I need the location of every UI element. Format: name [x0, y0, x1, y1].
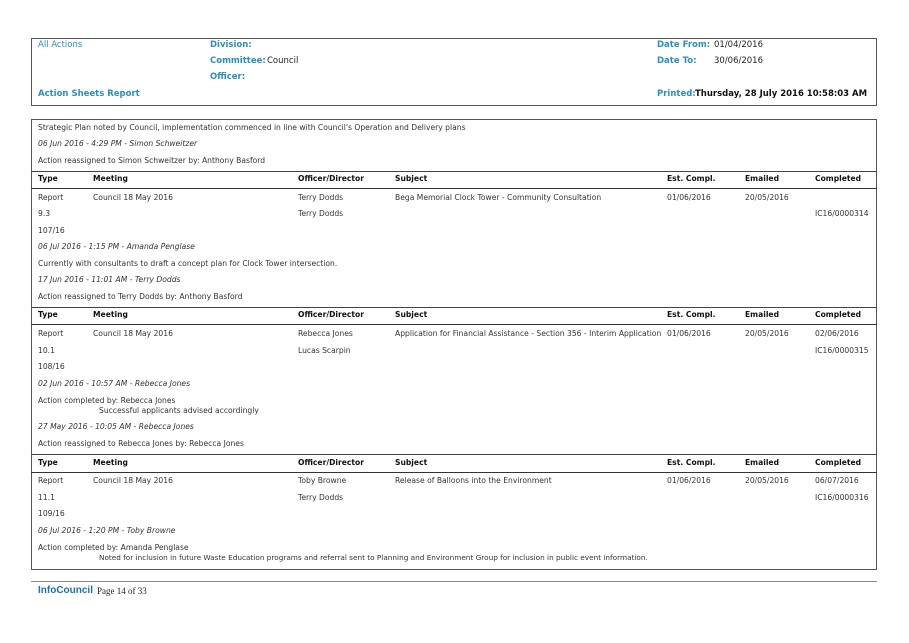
col-header-meeting: Meeting	[93, 458, 128, 467]
note-text: Action completed by: Rebecca Jones	[38, 396, 176, 405]
footer-divider	[31, 581, 877, 582]
item-est-compl: 01/06/2016	[667, 476, 711, 485]
col-header-emailed: Emailed	[745, 458, 780, 467]
col-header-meeting: Meeting	[93, 310, 128, 319]
item-reference: IC16/0000314	[815, 209, 869, 218]
printed-label: Printed:	[657, 89, 696, 99]
item-reference: IC16/0000316	[815, 493, 869, 502]
col-header-officer: Officer/Director	[298, 458, 364, 467]
division-label: Division:	[210, 40, 252, 50]
report-title: Action Sheets Report	[38, 89, 140, 99]
item-director: Lucas Scarpin	[298, 346, 351, 355]
note-timestamp: 06 Jun 2016 - 4:29 PM - Simon Schweitzer	[38, 139, 198, 148]
note-text: Action completed by: Amanda Penglase	[38, 543, 189, 552]
item-number: 9.3	[38, 209, 51, 218]
item-director: Terry Dodds	[298, 209, 344, 218]
col-header-est-compl: Est. Compl.	[667, 458, 716, 467]
item-meeting: Council 18 May 2016	[93, 476, 173, 485]
item-resolution-number: 109/16	[38, 509, 65, 518]
date-to-value: 30/06/2016	[714, 56, 763, 66]
item-subject: Bega Memorial Clock Tower - Community Consultation	[395, 193, 602, 202]
col-header-type: Type	[38, 458, 58, 467]
item-meeting: Council 18 May 2016	[93, 329, 173, 338]
item-subject: Application for Financial Assistance - Section 356 - Interim Application	[395, 329, 662, 338]
item-number: 10.1	[38, 346, 55, 355]
date-to-label: Date To:	[657, 56, 697, 66]
printed-value: Thursday, 28 July 2016 10:58:03 AM	[695, 89, 868, 99]
note-timestamp: 06 Jul 2016 - 1:20 PM - Toby Browne	[38, 526, 176, 535]
divider	[31, 472, 877, 473]
item-officer: Terry Dodds	[298, 193, 344, 202]
divider	[31, 171, 877, 172]
committee-label: Committee:	[210, 56, 266, 66]
item-type: Report	[38, 329, 64, 338]
col-header-subject: Subject	[395, 174, 428, 183]
item-completed: 06/07/2016	[815, 476, 859, 485]
actions-table-box	[31, 119, 877, 570]
col-header-subject: Subject	[395, 458, 428, 467]
item-emailed: 20/05/2016	[745, 193, 789, 202]
date-from-label: Date From:	[657, 40, 711, 50]
item-subject: Release of Balloons into the Environment	[395, 476, 552, 485]
all-actions-label: All Actions	[38, 40, 83, 50]
item-director: Terry Dodds	[298, 493, 344, 502]
item-emailed: 20/05/2016	[745, 329, 789, 338]
col-header-subject: Subject	[395, 310, 428, 319]
item-reference: IC16/0000315	[815, 346, 869, 355]
item-type: Report	[38, 193, 64, 202]
item-est-compl: 01/06/2016	[667, 193, 711, 202]
item-officer: Toby Browne	[298, 476, 347, 485]
note-timestamp: 17 Jun 2016 - 11:01 AM - Terry Dodds	[38, 275, 181, 284]
col-header-est-compl: Est. Compl.	[667, 310, 716, 319]
item-resolution-number: 107/16	[38, 226, 65, 235]
page-number: Page 14 of 33	[97, 586, 147, 596]
note-text: Noted for inclusion in future Waste Education programs and referral sent to Planning and Environment Group for inclusion in public event information.	[99, 553, 648, 562]
col-header-completed: Completed	[815, 458, 862, 467]
col-header-completed: Completed	[815, 310, 862, 319]
item-emailed: 20/05/2016	[745, 476, 789, 485]
col-header-emailed: Emailed	[745, 174, 780, 183]
note-timestamp: 27 May 2016 - 10:05 AM - Rebecca Jones	[38, 422, 194, 431]
item-resolution-number: 108/16	[38, 362, 65, 371]
note-timestamp: 02 Jun 2016 - 10:57 AM - Rebecca Jones	[38, 379, 191, 388]
col-header-officer: Officer/Director	[298, 174, 364, 183]
item-type: Report	[38, 476, 64, 485]
item-completed: 02/06/2016	[815, 329, 859, 338]
note-text: Currently with consultants to draft a concept plan for Clock Tower intersection.	[38, 259, 338, 268]
note-text: Successful applicants advised accordingly	[99, 406, 259, 415]
col-header-officer: Officer/Director	[298, 310, 364, 319]
divider	[31, 324, 877, 325]
divider	[31, 454, 877, 455]
item-number: 11.1	[38, 493, 55, 502]
brand-logo: InfoCouncil	[38, 585, 93, 596]
date-from-value: 01/04/2016	[714, 40, 763, 50]
committee-value: Council	[267, 56, 299, 66]
note-text: Action reassigned to Terry Dodds by: Anthony Basford	[38, 292, 243, 301]
col-header-completed: Completed	[815, 174, 862, 183]
col-header-type: Type	[38, 174, 58, 183]
note-text: Action reassigned to Simon Schweitzer by: Anthony Basford	[38, 156, 266, 165]
note-timestamp: 06 Jul 2016 - 1:15 PM - Amanda Penglase	[38, 242, 195, 251]
item-meeting: Council 18 May 2016	[93, 193, 173, 202]
officer-label: Officer:	[210, 72, 246, 82]
divider	[31, 188, 877, 189]
item-est-compl: 01/06/2016	[667, 329, 711, 338]
col-header-type: Type	[38, 310, 58, 319]
note-text: Strategic Plan noted by Council, implementation commenced in line with Council's Operation and Delivery plans	[38, 123, 466, 132]
divider	[31, 307, 877, 308]
note-text: Action reassigned to Rebecca Jones by: Rebecca Jones	[38, 439, 244, 448]
col-header-emailed: Emailed	[745, 310, 780, 319]
col-header-est-compl: Est. Compl.	[667, 174, 716, 183]
item-officer: Rebecca Jones	[298, 329, 353, 338]
col-header-meeting: Meeting	[93, 174, 128, 183]
